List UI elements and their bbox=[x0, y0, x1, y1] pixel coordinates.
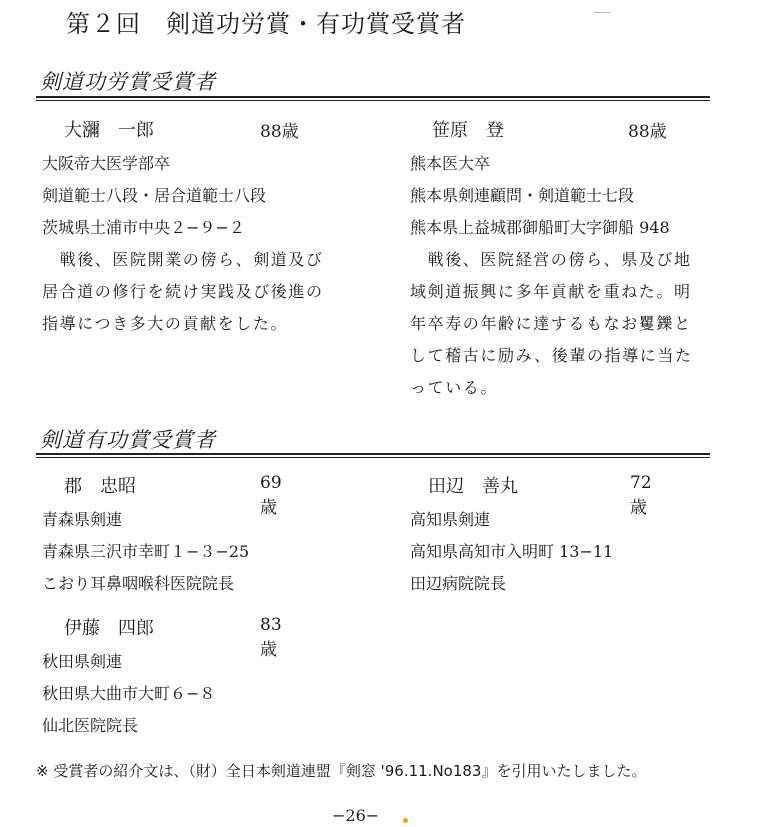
section-rule-merit bbox=[36, 96, 710, 98]
recipient-line: 熊本県上益城郡御船町大字御船 948 bbox=[410, 218, 670, 237]
bio-line: っている。 bbox=[410, 378, 499, 397]
bio-line: 指導につき多大の貢献をした。 bbox=[42, 314, 289, 333]
recipient-line: 仙北医院院長 bbox=[42, 716, 139, 735]
recipient-line: 高知県高知市入明町 13−11 bbox=[410, 542, 614, 561]
recipient-age: 72歳 bbox=[630, 473, 652, 518]
recipient-age: 88歳 bbox=[628, 122, 667, 142]
recipient-bio bbox=[42, 244, 324, 340]
recipient-line: 秋田県大曲市大町６−８ bbox=[42, 684, 216, 703]
recipient-card bbox=[410, 116, 693, 404]
recipient-line: 剣道範士八段・居合道範士八段 bbox=[42, 186, 267, 205]
bio-line: 域剣道振興に多年貢献を重ねた。明 bbox=[410, 282, 692, 301]
recipient-bio bbox=[410, 244, 693, 404]
recipient-name: 郡 忠昭 bbox=[64, 476, 136, 497]
page-title: 第２回 剣道功労賞・有功賞受賞者 bbox=[66, 10, 466, 38]
recipient-line: 青森県剣連 bbox=[42, 510, 123, 529]
recipient-age: 69歳 bbox=[260, 473, 282, 518]
recipient-age: 83歳 bbox=[260, 615, 282, 660]
recipient-name: 笹原 登 bbox=[432, 120, 504, 141]
bio-line: 年卒寿の年齢に達するもなお矍鑠と bbox=[410, 314, 692, 333]
recipient-card bbox=[42, 116, 324, 340]
recipient-name: 大瀰 一郎 bbox=[64, 120, 154, 141]
section-heading-merit: 剣道功労賞受賞者 bbox=[40, 70, 216, 94]
recipient-card bbox=[410, 472, 652, 600]
recipient-line: 大阪帝大医学部卒 bbox=[42, 154, 171, 173]
recipient-card bbox=[42, 472, 282, 600]
stray-mark bbox=[594, 12, 610, 13]
section-heading-service: 剣道有功賞受賞者 bbox=[40, 428, 216, 452]
page-number: −26− bbox=[332, 806, 380, 825]
bio-line: 居合道の修行を続け実践及び後進の bbox=[42, 282, 324, 301]
recipient-line: 田辺病院院長 bbox=[410, 574, 507, 593]
recipient-line: 高知県剣連 bbox=[410, 510, 491, 529]
recipient-card bbox=[42, 614, 282, 742]
recipient-line: 熊本医大卒 bbox=[410, 154, 491, 173]
recipient-line: 熊本県剣連顧問・剣道範士七段 bbox=[410, 186, 635, 205]
recipient-name: 伊藤 四郎 bbox=[64, 618, 154, 639]
recipient-line: 青森県三沢市幸町１−３−25 bbox=[42, 542, 250, 561]
recipient-line: こおり耳鼻咽喉科医院院長 bbox=[42, 574, 235, 593]
recipient-line: 茨城県土浦市中央２−９−２ bbox=[42, 218, 245, 237]
stray-dot bbox=[403, 818, 408, 823]
bio-line: して稽古に励み、後輩の指導に当た bbox=[410, 346, 693, 365]
section-rule-service bbox=[36, 453, 710, 455]
recipient-line: 秋田県剣連 bbox=[42, 652, 123, 671]
bio-line: 戦後、医院経営の傍ら、県及び地 bbox=[410, 250, 692, 269]
citation-note: ※ 受賞者の紹介文は、（財）全日本剣道連盟『剣窓 '96.11.No183』を引用いたしました。 bbox=[36, 762, 647, 780]
recipient-name: 田辺 善丸 bbox=[428, 476, 518, 497]
bio-line: 戦後、医院開業の傍ら、剣道及び bbox=[42, 250, 324, 269]
recipient-age: 88歳 bbox=[260, 122, 299, 142]
